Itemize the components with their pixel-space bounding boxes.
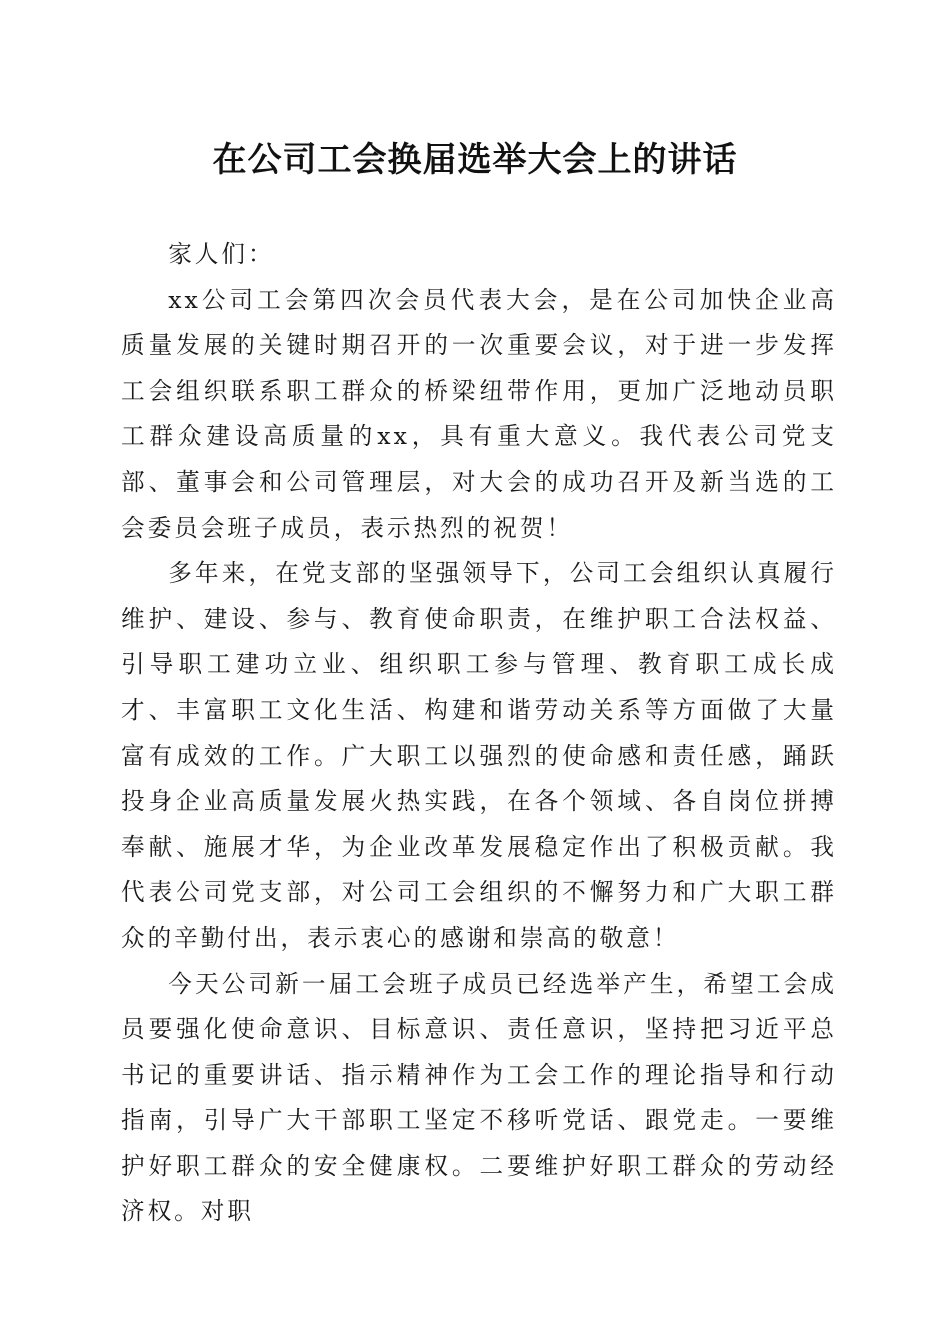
paragraph-3: 今天公司新一届工会班子成员已经选举产生，希望工会成员要强化使命意识、目标意识、责任意识，坚持把习近平总书记的重要讲话、指示精神作为工会工作的理论指导和行动指南，引导广大干部职工坚定不移听党话、跟党走。一要维护好职工群众的安全健康权。二要维护好职工群众的劳动经济权。对职 xyxy=(121,969,837,1226)
document-title: 在公司工会换届选举大会上的讲话 xyxy=(212,140,738,180)
salutation: 家人们： xyxy=(168,240,275,268)
paragraph-1: xx公司工会第四次会员代表大会，是在公司加快企业高质量发展的关键时期召开的一次重要会议，对于进一步发挥工会组织联系职工群众的桥梁纽带作用，更加广泛地动员职工群众建设高质量的xx，具有重大意义。我代表公司党支部、董事会和公司管理层，对大会的成功召开及新当选的工会委员会班子成员，表示热烈的祝贺！ xyxy=(121,285,837,542)
document-body xyxy=(121,232,837,1235)
paragraph-2: 多年来，在党支部的坚强领导下，公司工会组织认真履行维护、建设、参与、教育使命职责，在维护职工合法权益、引导职工建功立业、组织职工参与管理、教育职工成长成才、丰富职工文化生活、构建和谐劳动关系等方面做了大量富有成效的工作。广大职工以强烈的使命感和责任感，踊跃投身企业高质量发展火热实践，在各个领域、各自岗位拼搏奉献、施展才华，为企业改革发展稳定作出了积极贡献。我代表公司党支部，对公司工会组织的不懈努力和广大职工群众的辛勤付出，表示衷心的感谢和崇高的敬意！ xyxy=(121,559,837,952)
